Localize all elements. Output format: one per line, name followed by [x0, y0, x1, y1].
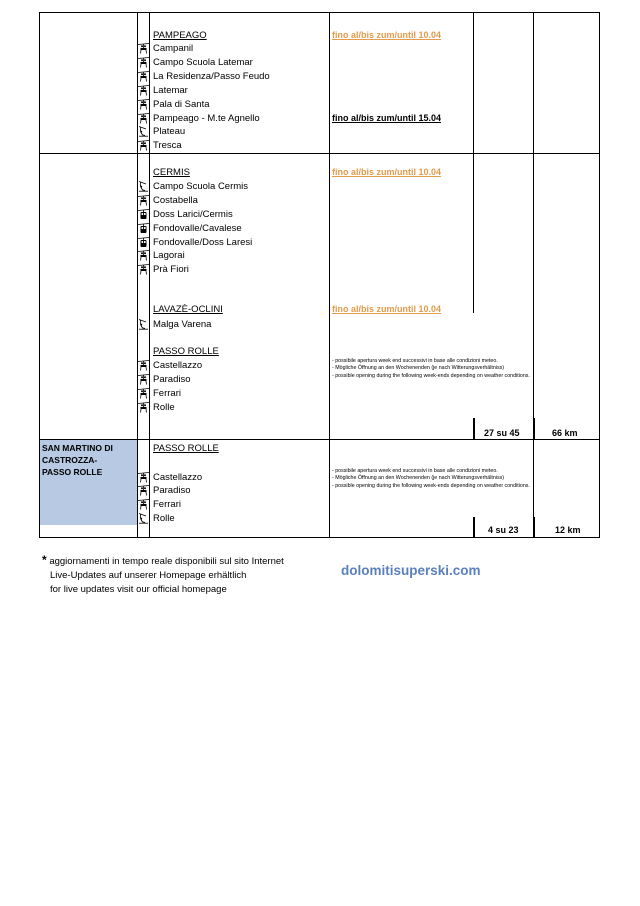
lift-name: Campanil — [153, 43, 194, 54]
note-line: - possible opening during the following week-ends depending on weather conditions. — [332, 372, 530, 379]
lift-row — [138, 56, 253, 69]
status-date: fino al/bis zum/until 15.04 — [332, 113, 442, 123]
chairlift-icon — [138, 195, 149, 206]
weather-notes — [332, 358, 530, 380]
area-header-pampeago: PAMPEAGO — [153, 30, 207, 41]
column-divider — [329, 12, 330, 538]
note-line: - possibile apertura week end successivi in base alle condizioni meteo. — [332, 468, 498, 474]
lift-row — [138, 484, 191, 497]
lift-name: Lagorai — [153, 250, 185, 261]
status-date: fino al/bis zum/until 10.04 — [332, 30, 442, 40]
chairlift-icon — [138, 140, 149, 151]
note-line: - possibile apertura week end successivi in base alle condizioni meteo. — [332, 358, 498, 364]
table-border-bottom — [39, 537, 600, 538]
table-border-right — [599, 12, 600, 538]
chairlift-icon — [138, 85, 149, 96]
skilift-icon — [138, 181, 149, 192]
lift-name: Pampeago - M.te Agnello — [153, 113, 260, 124]
chairlift-icon — [138, 57, 149, 68]
region-label-line: PASSO ROLLE — [42, 467, 103, 477]
lift-row — [138, 387, 181, 400]
area-header-passo-rolle: PASSO ROLLE — [153, 346, 219, 357]
chairlift-icon — [138, 402, 149, 413]
lift-status-table — [39, 12, 600, 538]
lift-name: Rolle — [153, 513, 175, 524]
lift-name: Fondovalle/Doss Laresi — [153, 237, 253, 248]
lift-name: Malga Varena — [153, 319, 212, 330]
chairlift-icon — [138, 499, 149, 510]
chairlift-icon — [138, 99, 149, 110]
skilift-icon — [138, 319, 149, 330]
lift-name: Campo Scuola Cermis — [153, 181, 249, 192]
lift-row — [138, 512, 175, 525]
note-line: - Mögliche Öffnung an den Wochenenden (je nach Witterungsverhältniss) — [332, 365, 505, 372]
column-divider — [533, 517, 535, 538]
lift-row — [138, 98, 210, 111]
chairlift-icon — [138, 472, 149, 483]
table-border-top — [39, 12, 600, 13]
lift-row — [138, 373, 191, 386]
lift-name: Latemar — [153, 85, 188, 96]
chairlift-icon — [138, 264, 149, 275]
open-lifts-total: 4 su 23 — [488, 525, 519, 535]
lift-row — [138, 249, 185, 262]
footer-note — [42, 553, 284, 597]
lift-name: Paradiso — [153, 485, 191, 496]
footer-line: for live updates visit our official homepage — [50, 584, 227, 595]
lift-row — [138, 359, 202, 372]
section-divider — [39, 153, 600, 154]
lift-row — [138, 498, 181, 511]
lift-row — [138, 401, 175, 414]
chairlift-icon — [138, 250, 149, 261]
lift-name: Ferrari — [153, 499, 181, 510]
column-divider — [473, 418, 475, 440]
chairlift-icon — [138, 485, 149, 496]
column-divider — [473, 12, 474, 313]
note-line: - Mögliche Öffnung an den Wochenenden (je nach Witterungsverhältniss) — [332, 475, 505, 482]
skilift-icon — [138, 513, 149, 524]
lift-row — [138, 318, 211, 331]
lift-row — [138, 70, 270, 83]
lift-name: Prà Fiori — [153, 264, 189, 275]
website-link[interactable]: dolomitisuperski.com — [341, 563, 481, 578]
area-header-lavaze-oclini: LAVAZÈ-OCLINI — [153, 304, 223, 315]
column-divider — [473, 517, 475, 538]
footer-line: Live-Updates auf unserer Homepage erhältlich — [50, 570, 247, 581]
footer-line: aggiornamenti in tempo reale disponibili sul sito Internet — [49, 556, 284, 567]
chairlift-icon — [138, 71, 149, 82]
chairlift-icon — [138, 360, 149, 371]
lift-name: Doss Larici/Cermis — [153, 209, 233, 220]
lift-row — [138, 42, 193, 55]
region-label-line: SAN MARTINO DI — [42, 443, 113, 453]
lift-row — [138, 112, 260, 125]
lift-row — [138, 236, 252, 249]
chairlift-icon — [138, 113, 149, 124]
lift-name: Tresca — [153, 140, 182, 151]
gondola-icon — [138, 223, 149, 234]
open-lifts-total: 27 su 45 — [484, 428, 520, 438]
lift-row — [138, 84, 188, 97]
lift-name: Pala di Santa — [153, 99, 210, 110]
lift-name: Castellazzo — [153, 360, 203, 371]
lift-name: Rolle — [153, 402, 175, 413]
lift-name: Costabella — [153, 195, 198, 206]
status-date: fino al/bis zum/until 10.04 — [332, 167, 442, 177]
area-header-cermis: CERMIS — [153, 167, 190, 178]
open-km-total: 66 km — [552, 428, 578, 438]
status-date: fino al/bis zum/until 10.04 — [332, 304, 442, 314]
lift-row — [138, 180, 248, 193]
lift-row — [138, 471, 202, 484]
lift-name: Plateau — [153, 126, 186, 137]
lift-row — [138, 263, 189, 276]
chairlift-icon — [138, 388, 149, 399]
column-divider — [533, 12, 534, 538]
lift-row — [138, 125, 185, 138]
lift-name: La Residenza/Passo Feudo — [153, 71, 270, 82]
skilift-icon — [138, 126, 149, 137]
table-border-left — [39, 12, 40, 538]
lift-row — [138, 222, 242, 235]
lift-row — [138, 208, 233, 221]
section-divider — [39, 439, 600, 440]
lift-name: Campo Scuola Latemar — [153, 57, 253, 68]
gondola-icon — [138, 209, 149, 220]
chairlift-icon — [138, 43, 149, 54]
footnote-asterisk: * — [42, 553, 47, 567]
gondola-icon — [138, 237, 149, 248]
chairlift-icon — [138, 374, 149, 385]
column-divider — [533, 418, 535, 440]
lift-name: Castellazzo — [153, 472, 203, 483]
lift-row — [138, 139, 182, 152]
area-header-passo-rolle: PASSO ROLLE — [153, 443, 219, 454]
lift-name: Ferrari — [153, 388, 181, 399]
lift-name: Paradiso — [153, 374, 191, 385]
lift-row — [138, 194, 198, 207]
region-label — [42, 442, 113, 478]
open-km-total: 12 km — [555, 525, 581, 535]
lift-name: Fondovalle/Cavalese — [153, 223, 242, 234]
region-label-line: CASTROZZA- — [42, 455, 98, 465]
weather-notes — [332, 468, 530, 490]
note-line: - possible opening during the following week-ends depending on weather conditions. — [332, 482, 530, 489]
